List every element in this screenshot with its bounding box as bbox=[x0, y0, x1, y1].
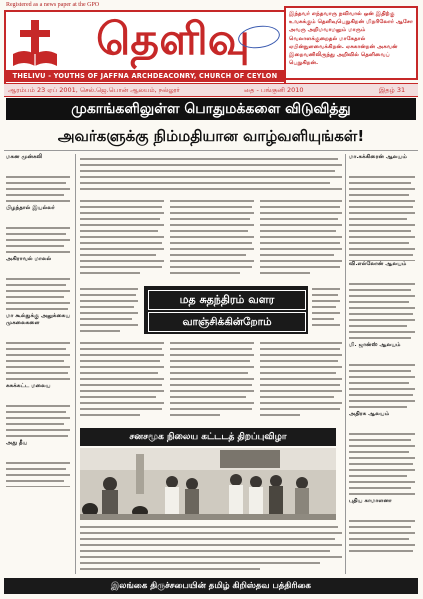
right-body-2 bbox=[349, 268, 417, 342]
right-body-4 bbox=[349, 418, 417, 498]
banner-line-1: மத சுதந்திரம் வளர bbox=[148, 290, 306, 310]
center-article-bottom bbox=[80, 524, 342, 574]
dateline-center: தை - பங்குனி 2010 bbox=[244, 86, 304, 94]
left-column bbox=[6, 154, 72, 574]
left-heading-2: பிழந்தால் இயல்லர் bbox=[6, 205, 55, 211]
masthead-subtitle: THELIVU - YOUTHS OF JAFFNA ARCHDEACONRY, CHURCH OF CEYLON bbox=[6, 70, 284, 82]
right-heading-3: மி. ஜான்ஸ் ஆலயம் bbox=[349, 342, 401, 348]
left-body-5 bbox=[6, 390, 72, 440]
promo-box: இந்தவர் எந்தவாரு நவிவால் ஒன் இதிற்கு உஙசுக்கும் தெளிவுபெறுகிறன் மிறரிலோர் ஆசோ அவரு அறிமவாமலும் மாரும் வெலாளக்குறைதல் மாகேதால் ஏபின்நுளவைக்கிறன். ஏசுகான்றன் அகவன் இறைவனிலிருந்து அறிவில் தெளிவைப் பெறுகிறன். bbox=[284, 6, 418, 80]
right-body-5 bbox=[349, 505, 417, 555]
left-heading-5: சுசுக்கட்ட மலைய bbox=[6, 383, 51, 389]
right-column bbox=[349, 154, 417, 574]
left-heading-6: அது தீய bbox=[6, 440, 28, 446]
dateline-right: இதழ் 31 bbox=[379, 86, 406, 94]
left-body-6 bbox=[6, 447, 72, 487]
masthead-title: தெளிவு bbox=[96, 14, 250, 65]
left-body-2 bbox=[6, 212, 72, 256]
photo-caption-band: சனசமூக நிலைய கட்டடத் திறப்புவிழா bbox=[80, 428, 336, 446]
ceremony-photo bbox=[80, 448, 336, 520]
left-body-1 bbox=[6, 161, 72, 205]
right-body-3 bbox=[349, 349, 417, 411]
masthead bbox=[4, 10, 286, 85]
right-body-1 bbox=[349, 161, 417, 261]
registration-note: Registered as a news paper at the GPO bbox=[6, 2, 100, 8]
left-heading-3: அகிராவல் மாலல் bbox=[6, 256, 52, 262]
center-right-text bbox=[312, 286, 342, 336]
headline-secondary: அவர்களுக்கு நிம்மதியான வாழ்வளியுங்கள்! bbox=[57, 127, 365, 145]
left-body-4 bbox=[6, 327, 72, 383]
dateline bbox=[4, 83, 418, 97]
dateline-left: ஆரம்பம் 23 ஏப் 2001, செல்.ஜெ.பொன் ஆலயம், நல்லூர் bbox=[8, 86, 180, 94]
section-divider bbox=[4, 150, 418, 151]
left-heading-4: மா கூல்துக்கு அலுக்கைய முகலைகளை bbox=[6, 313, 71, 326]
center-left-text bbox=[80, 286, 140, 336]
footer-band: இலங்கை திருச்சபையின் தமிழ் கிறிஸ்தவ பத்திரிகை bbox=[4, 578, 418, 594]
right-heading-2: வி.எல்லோன் ஆலயம் bbox=[349, 261, 407, 267]
center-article-middle bbox=[80, 340, 342, 424]
column-rule-left bbox=[75, 154, 76, 574]
right-heading-1: மா.கக்கிரைன் ஆலயம் bbox=[349, 154, 407, 160]
cross-bible-icon bbox=[10, 18, 60, 68]
column-rule-right bbox=[345, 154, 346, 574]
banner-line-2: வாஞ்சிக்கின்றோம் bbox=[148, 312, 306, 332]
headline-primary: முகாங்களிலுள்ள பொதுமக்களை விடுவித்து bbox=[6, 98, 416, 120]
left-body-3 bbox=[6, 263, 72, 313]
right-heading-4: அதிரக ஆலயம் bbox=[349, 411, 390, 417]
center-article-top bbox=[80, 156, 342, 282]
right-heading-5: புதிய காமாளனா bbox=[349, 498, 392, 504]
religious-freedom-banner bbox=[144, 286, 308, 334]
left-heading-1: மகன முன்கலி bbox=[6, 154, 43, 160]
